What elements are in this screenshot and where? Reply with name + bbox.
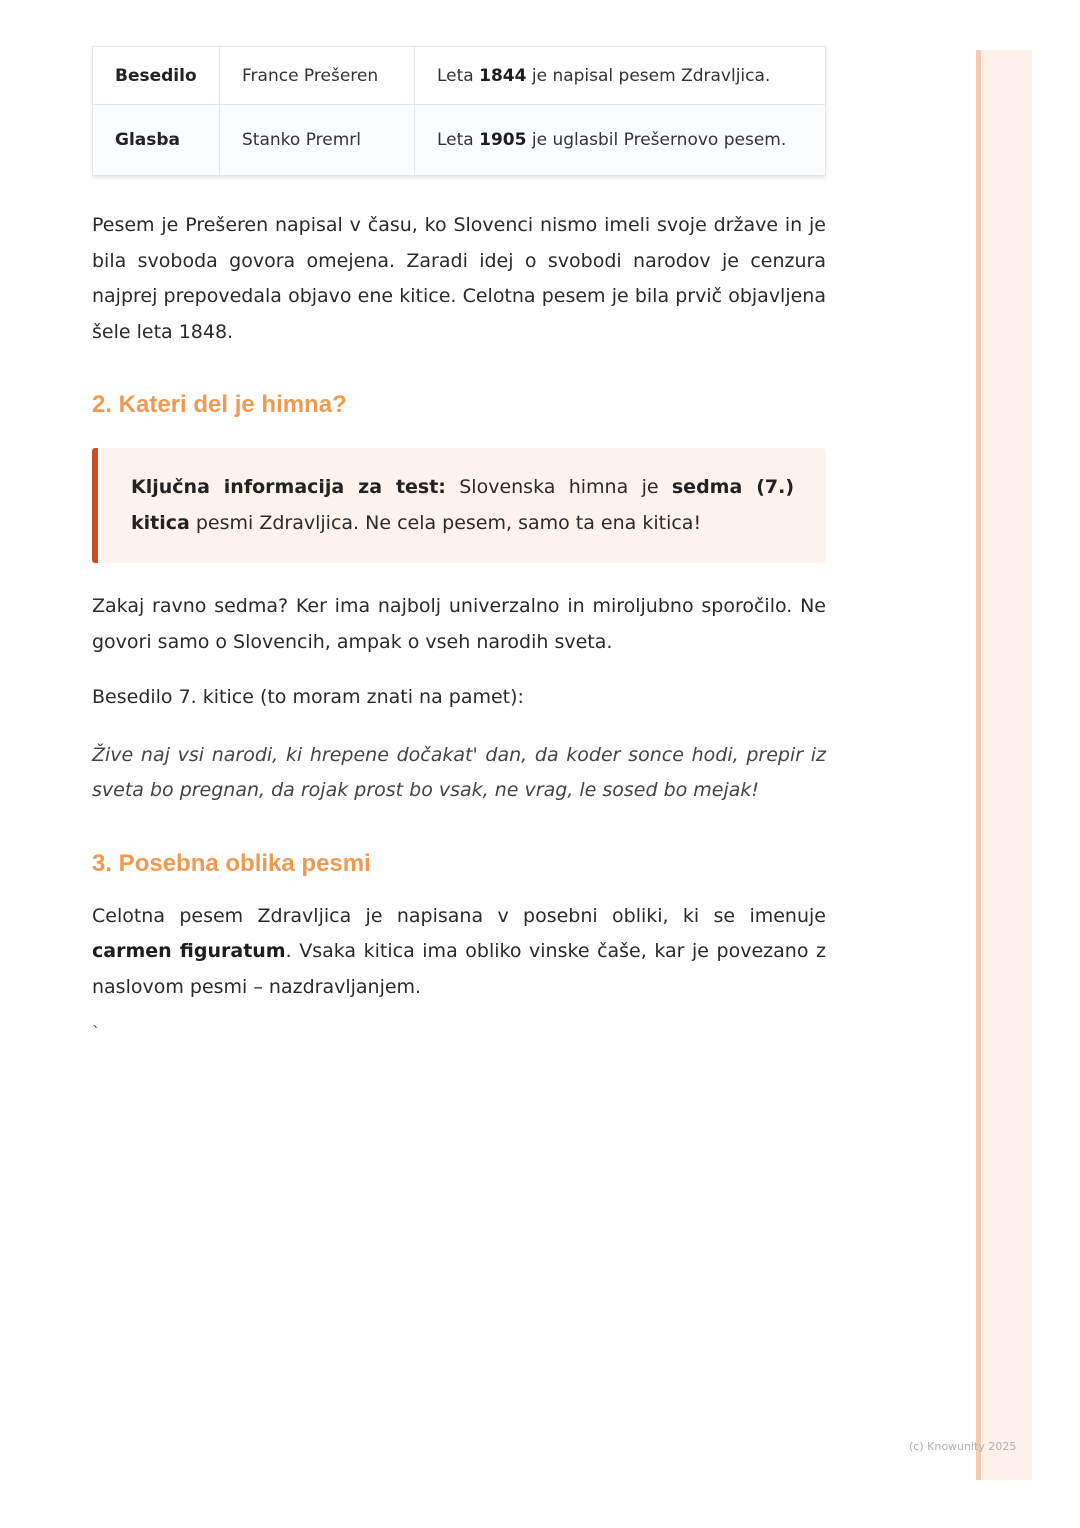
callout-text: [131, 470, 794, 541]
desc-year: 1905: [479, 130, 527, 150]
section-heading-anthem: 2. Kateri del je himna?: [92, 391, 347, 418]
paragraph-history: Pesem je Prešeren napisal v času, ko Slovenci nismo imeli svoje države in je bila svoboda govora omejena. Zaradi idej o svobodi narodov je cenzura najprej prepovedala objavo ene kitice. Celotna pesem je bila prvič objavljena šele leta 1848.: [92, 214, 826, 343]
callout-span: Slovenska himna je: [445, 476, 672, 498]
table-cell-author: France Prešeren: [220, 47, 415, 105]
paragraph-stanza-intro: Besedilo 7. kitice (to moram znati na pamet):: [92, 686, 524, 708]
table-cell-label: Glasba: [93, 105, 220, 176]
key-info-callout: [92, 448, 826, 563]
table-row: [93, 105, 826, 176]
table-cell-author: Stanko Premrl: [220, 105, 415, 176]
form-text: . Vsaka kitica ima obliko vinske čaše, kar je povezano z naslovom pesmi – nazdravljanjem.: [92, 940, 826, 998]
desc-text: je uglasbil Prešernovo pesem.: [526, 130, 787, 150]
table-cell-label: Besedilo: [93, 47, 220, 105]
desc-year: 1844: [479, 65, 527, 86]
sidebar-decoration: [976, 50, 1032, 1480]
desc-text: je napisal pesem Zdravljica.: [526, 65, 771, 86]
anthem-quote: Žive naj vsi narodi, ki hrepene dočakat' dan, da koder sonce hodi, prepir iz sveta bo pregnan, da rojak prost bo vsak, ne vrag, le sosed bo mejak!: [92, 743, 826, 801]
sidebar-accent-line: [976, 50, 981, 1480]
desc-text: Leta: [437, 65, 480, 86]
paragraph-carmen-figuratum: [92, 899, 826, 1006]
section-heading-form: 3. Posebna oblika pesmi: [92, 849, 371, 877]
document-content: [92, 46, 826, 1043]
info-table: [92, 46, 826, 176]
callout-label: Ključna informacija za test:: [131, 476, 446, 498]
form-text: Celotna pesem Zdravljica je napisana v posebni obliki, ki se imenuje: [92, 904, 826, 927]
copyright-footer: (c) Knowunity 2025: [909, 1440, 1017, 1453]
stray-mark: `: [92, 1023, 100, 1042]
desc-text: Leta: [437, 130, 480, 150]
callout-span: pesmi Zdravljica. Ne cela pesem, samo ta ena kitica!: [189, 511, 702, 534]
table-row: [93, 47, 826, 105]
callout-highlight: sedma (7.) kitica: [131, 476, 795, 534]
form-term: carmen figuratum: [92, 940, 286, 962]
table-cell-description: [415, 47, 826, 105]
paragraph-why-seventh: Zakaj ravno sedma? Ker ima najbolj univerzalno in miroljubno sporočilo. Ne govori samo o Slovencih, ampak o vseh narodih sveta.: [92, 595, 826, 653]
table-cell-description: [415, 105, 826, 176]
